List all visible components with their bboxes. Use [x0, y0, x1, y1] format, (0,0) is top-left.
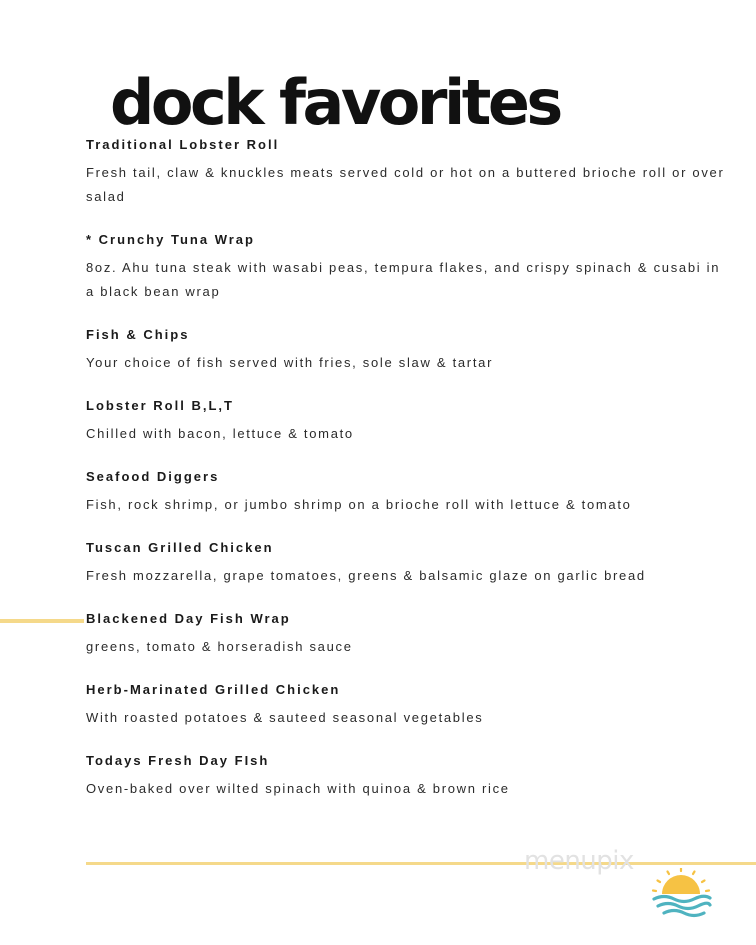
menu-item-name: Blackened Day Fish Wrap — [86, 611, 291, 626]
sun-over-waves-logo-icon — [650, 868, 712, 920]
menu-item — [86, 137, 726, 209]
menu-item-name: Fish & Chips — [86, 327, 190, 342]
accent-line-bottom — [86, 862, 756, 865]
menu-item-description: Your choice of fish served with fries, sole slaw & tartar — [86, 355, 494, 370]
menu-item — [86, 232, 726, 304]
menu-item-description: Oven-baked over wilted spinach with quinoa & brown rice — [86, 781, 510, 796]
menu-item-name: Herb-Marinated Grilled Chicken — [86, 682, 341, 697]
menu-item-name: * Crunchy Tuna Wrap — [86, 232, 255, 247]
menu-item-description: 8oz. Ahu tuna steak with wasabi peas, tempura flakes, and crispy spinach & cusabi in a black bean wrap — [86, 260, 721, 299]
menu-item — [86, 327, 726, 375]
menu-item — [86, 540, 726, 588]
menu-list — [86, 137, 726, 824]
menu-item-name: Todays Fresh Day FIsh — [86, 753, 270, 768]
menu-item — [86, 398, 726, 446]
watermark: menupix — [524, 846, 634, 876]
accent-line-left — [0, 619, 84, 623]
menu-item-description: Fish, rock shrimp, or jumbo shrimp on a brioche roll with lettuce & tomato — [86, 497, 632, 512]
menu-item — [86, 469, 726, 517]
menu-item-name: Lobster Roll B,L,T — [86, 398, 234, 413]
menu-item — [86, 682, 726, 730]
menu-item-description: Fresh tail, claw & knuckles meats served cold or hot on a buttered brioche roll or over salad — [86, 165, 725, 204]
menu-item-description: greens, tomato & horseradish sauce — [86, 639, 353, 654]
menu-item-description: Fresh mozzarella, grape tomatoes, greens & balsamic glaze on garlic bread — [86, 568, 646, 583]
menu-item-name: Seafood Diggers — [86, 469, 220, 484]
menu-item-name: Traditional Lobster Roll — [86, 137, 280, 152]
sun-icon — [653, 869, 709, 895]
menu-item-name: Tuscan Grilled Chicken — [86, 540, 274, 555]
menu-item — [86, 611, 726, 659]
menu-item — [86, 753, 726, 801]
menu-item-description: Chilled with bacon, lettuce & tomato — [86, 426, 354, 441]
page-title: dock favorites — [110, 66, 560, 139]
menu-item-description: With roasted potatoes & sauteed seasonal vegetables — [86, 710, 484, 725]
waves-icon — [654, 896, 710, 915]
